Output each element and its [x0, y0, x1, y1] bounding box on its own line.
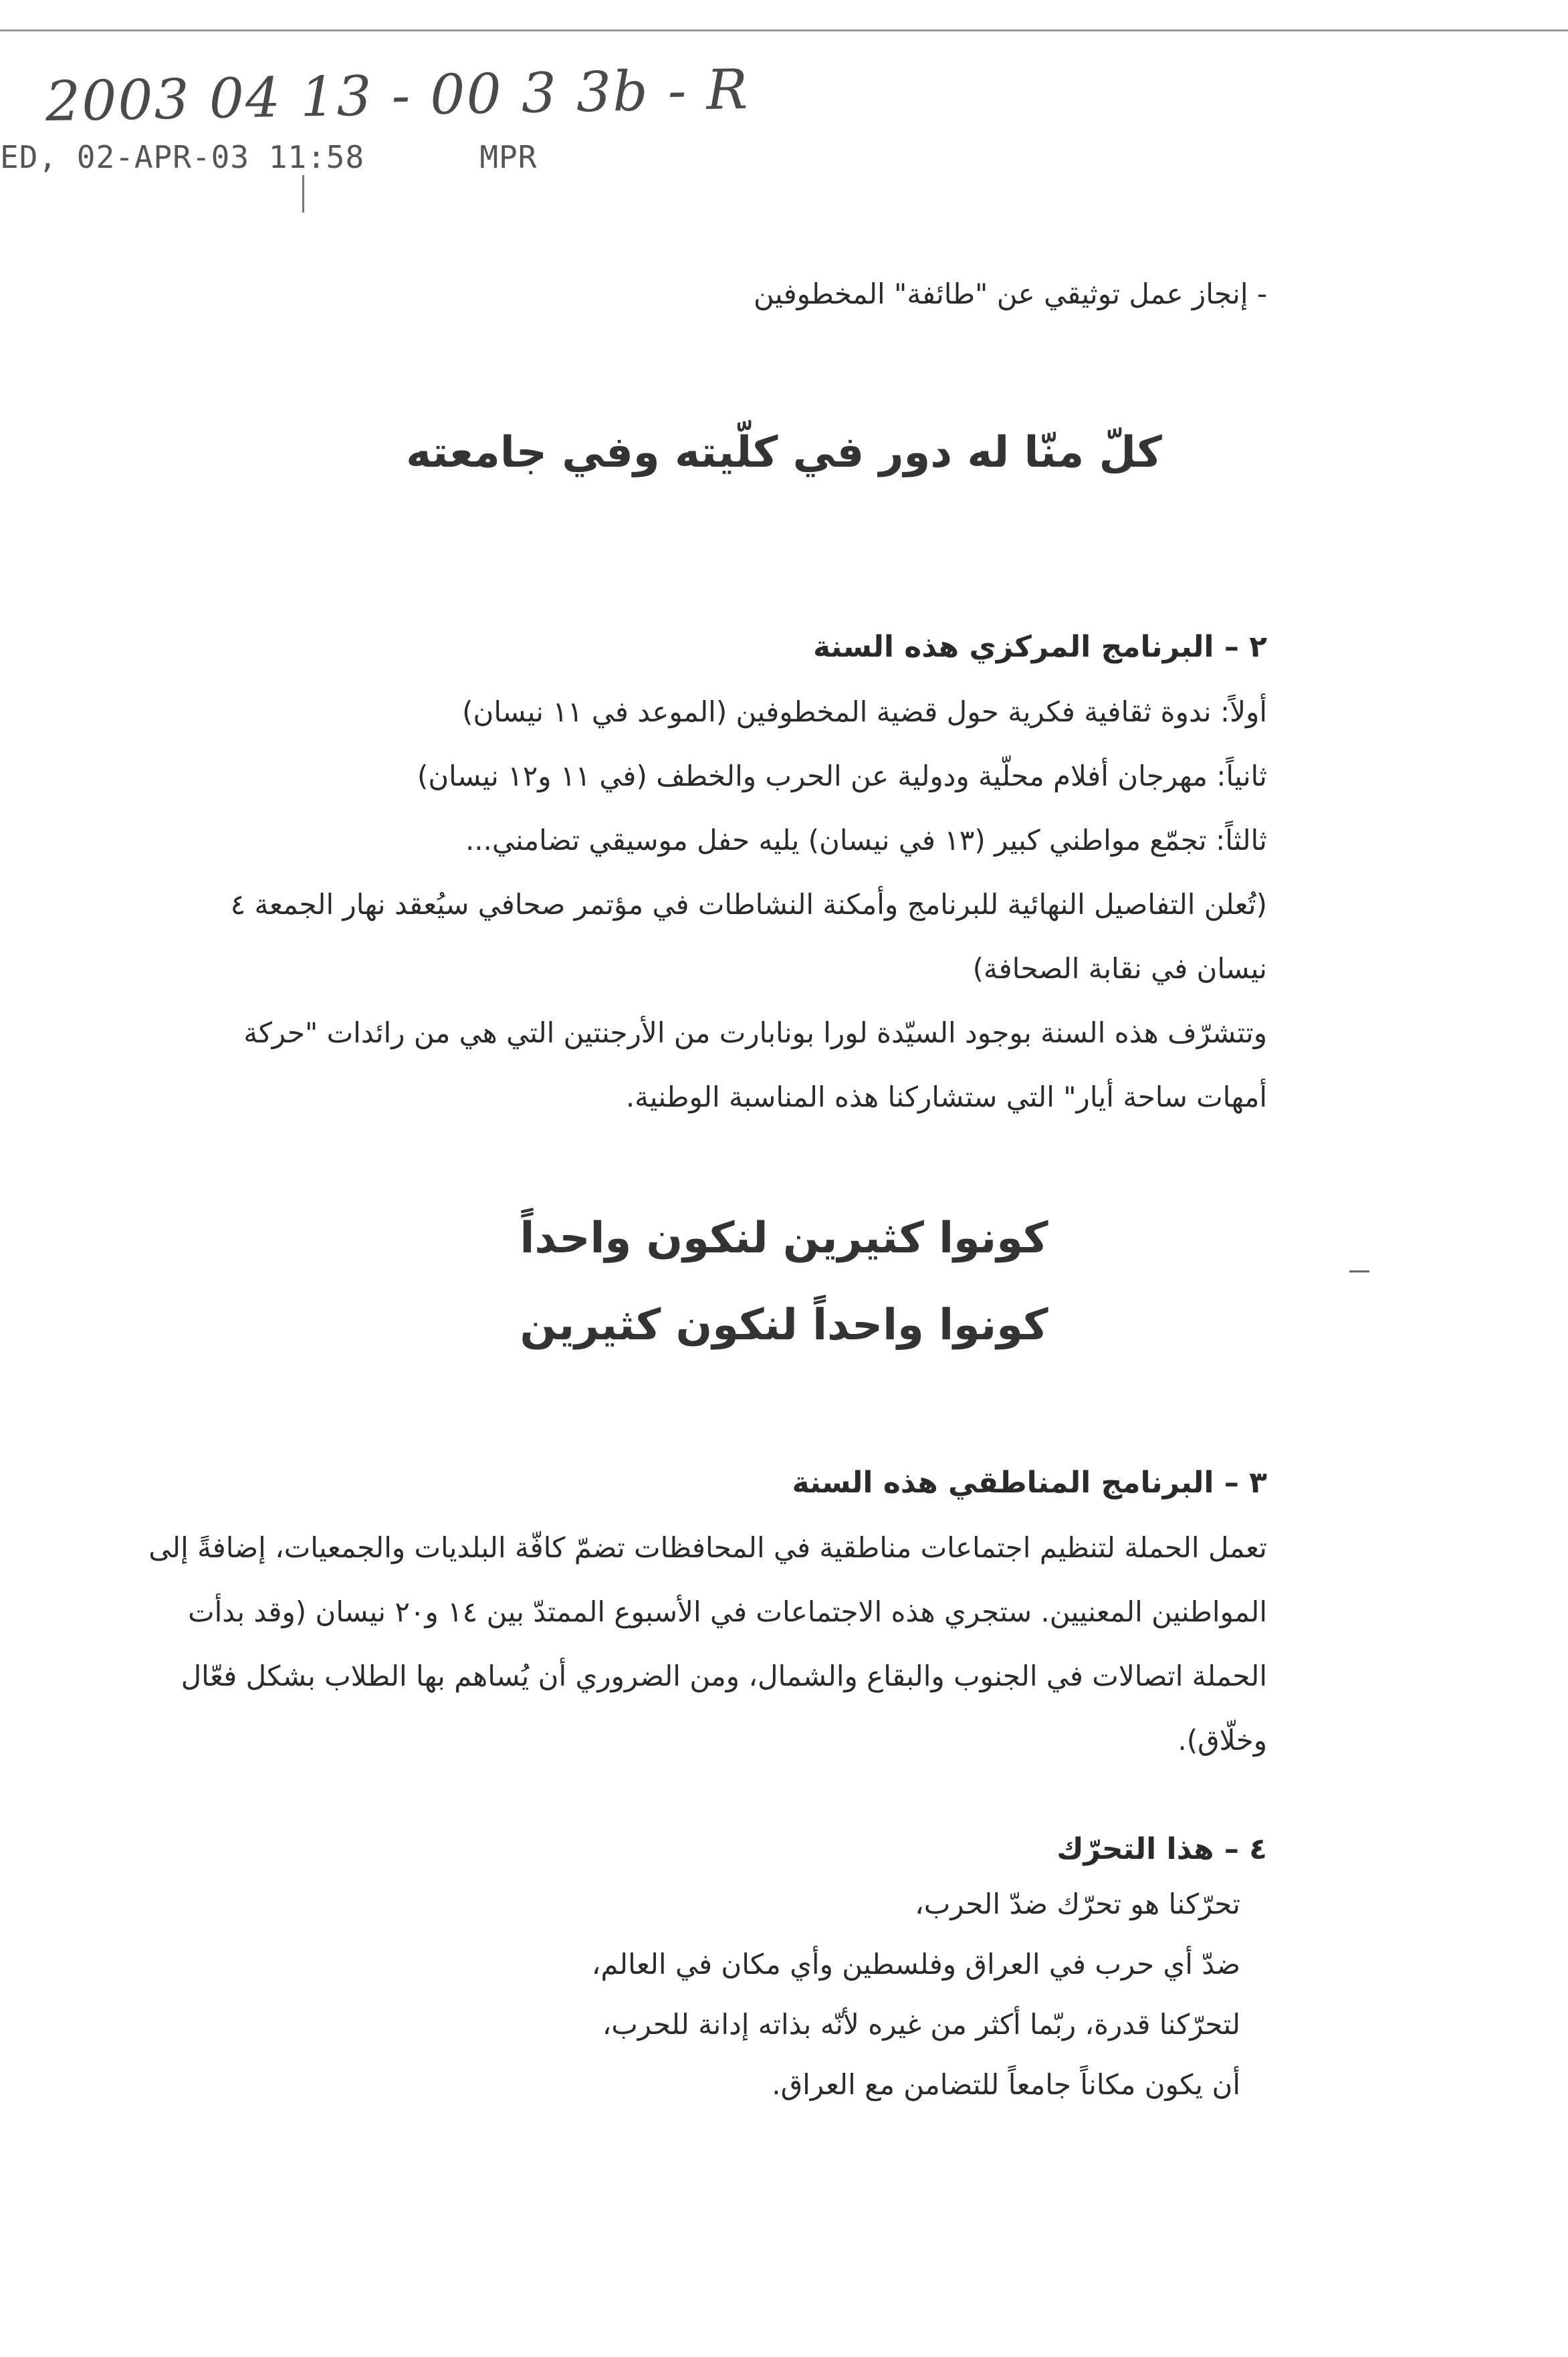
regional-line-3: الحملة اتصالات في الجنوب والبقاع والشمال، ومن الضروري أن يُساهم بها الطلاب بشكل فعّال	[181, 1660, 1267, 1692]
movement-line-4: أن يكون مكاناً جامعاً للتضامن مع العراق.	[772, 2068, 1240, 2101]
program-item-third: ثالثاً: تجمّع مواطني كبير (١٣ في نيسان) يليه حفل موسيقي تضامني...	[465, 824, 1267, 857]
slogan-each-has-role: كلّ منّا له دور في كلّيته وفي جامعته	[406, 428, 1162, 477]
regional-line-2: المواطنين المعنيين. ستجري هذه الاجتماعات في الأسبوع الممتدّ بين ١٤ و٢٠ نيسان (وقد بدأت	[188, 1595, 1267, 1628]
section-3-regional-program	[148, 1466, 1267, 1773]
section-2-central-program	[230, 630, 1267, 1129]
handwritten-reference-number: 2003 04 13 - 00 3 3b - R	[45, 58, 750, 134]
guest-note-line-1: وتتشرّف هذه السنة بوجود السيّدة لورا بونابارت من الأرجنتين التي هي من رائدات "حركة	[243, 1016, 1267, 1049]
fax-timestamp-header: ED, 02-APR-03 11:58 MPR	[0, 139, 538, 175]
regional-line-4: وخلّاق).	[1178, 1724, 1267, 1757]
fax-header-mark	[302, 175, 304, 213]
program-note-line-1: (تُعلن التفاصيل النهائية للبرنامج وأمكنة النشاطات في مؤتمر صحافي سيُعقد نهار الجمعة ٤	[230, 888, 1267, 921]
section-2-heading: ٢ – البرنامج المركزي هذه السنة	[812, 630, 1267, 664]
program-item-first: أولاً: ندوة ثقافية فكرية حول قضية المخطوفين (الموعد في ١١ نيسان)	[462, 695, 1267, 728]
movement-line-1: تحرّكنا هو تحرّك ضدّ الحرب،	[915, 1888, 1240, 1920]
section-3-body	[148, 1516, 1267, 1773]
margin-dash-mark	[1349, 1270, 1369, 1272]
program-note-line-2: نيسان في نقابة الصحافة)	[972, 952, 1267, 985]
section-3-heading: ٣ – البرنامج المناطقي هذه السنة	[792, 1466, 1267, 1500]
guest-note-line-2: أمهات ساحة أيار" التي ستشاركنا هذه المناسبة الوطنية.	[625, 1081, 1267, 1113]
section-2-body	[230, 680, 1267, 1129]
intro-bullet-item: - إنجاز عمل توثيقي عن "طائفة" المخطوفين	[753, 277, 1267, 310]
section-4-heading: ٤ – هذا التحرّك	[1056, 1832, 1267, 1866]
movement-line-2: ضدّ أي حرب في العراق وفلسطين وأي مكان في العالم،	[591, 1948, 1240, 1981]
program-item-second: ثانياً: مهرجان أفلام محلّية ودولية عن الحرب والخطف (في ١١ و١٢ نيسان)	[417, 760, 1267, 792]
section-4-body	[304, 1874, 1240, 2115]
section-4-this-movement	[304, 1832, 1267, 2115]
movement-line-3: لتحرّكنا قدرة، ربّما أكثر من غيره لأنّه بذاته إدانة للحرب،	[602, 2008, 1240, 2041]
page-top-edge	[0, 29, 1568, 31]
slogan-be-one: كونوا واحداً لنكون كثيرين	[520, 1301, 1048, 1350]
slogan-be-many: كونوا كثيرين لنكون واحداً	[520, 1214, 1048, 1263]
regional-line-1: تعمل الحملة لتنظيم اجتماعات مناطقية في المحافظات تضمّ كافّة البلديات والجمعيات، إضافةً إلى	[148, 1531, 1267, 1564]
